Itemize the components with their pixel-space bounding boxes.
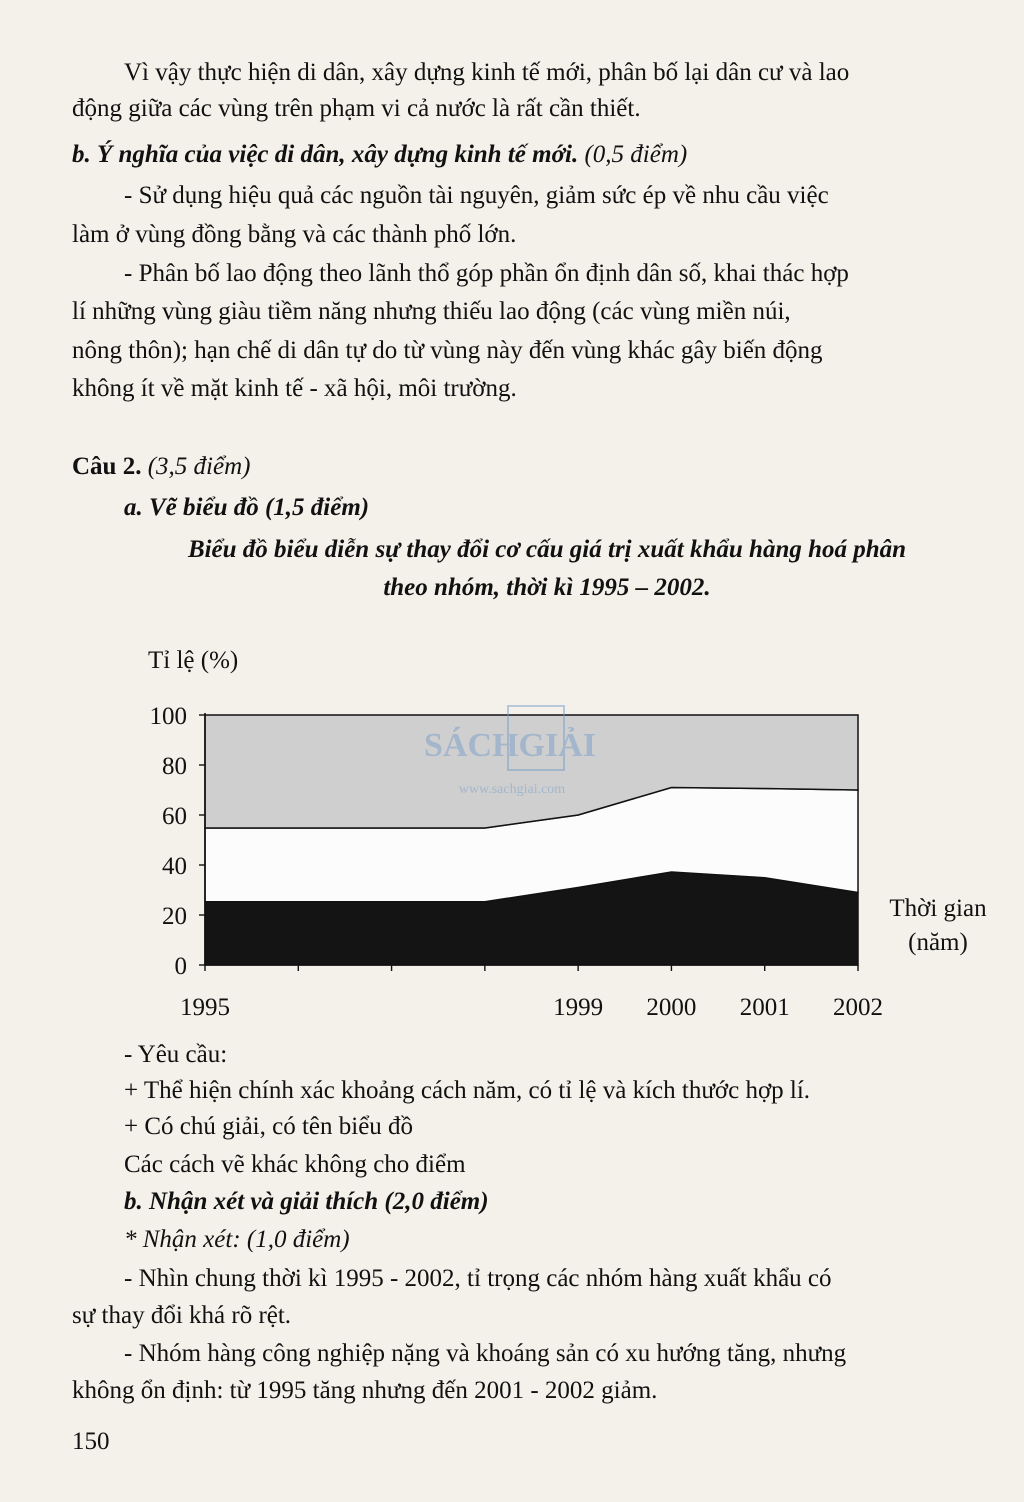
paragraph-line: Vì vậy thực hiện di dân, xây dựng kinh tế mới, phân bố lại dân cư và lao	[124, 59, 850, 86]
question-label: Câu 2.	[72, 453, 142, 480]
y-tick-label: 40	[162, 853, 187, 880]
paragraph-line: làm ở vùng đồng bằng và các thành phố lớn.	[72, 221, 517, 248]
chart-title-line-1: Biểu đồ biểu diễn sự thay đổi cơ cấu giá trị xuất khẩu hàng hoá phân	[187, 536, 907, 563]
section-heading-b2: b. Nhận xét và giải thích (2,0 điểm)	[124, 1188, 489, 1215]
area-chart	[0, 630, 1024, 1040]
paragraph-line: nông thôn); hạn chế di dân tự do từ vùng này đến vùng khác gây biến động	[72, 337, 823, 364]
y-axis-label: Tỉ lệ (%)	[148, 647, 239, 674]
paragraph-line: động giữa các vùng trên phạm vi cả nước là rất cần thiết.	[72, 95, 641, 122]
comment-heading: * Nhận xét: (1,0 điểm)	[124, 1226, 350, 1253]
requirement-line: + Có chú giải, có tên biểu đồ	[124, 1113, 414, 1140]
watermark-brand: SÁCHGIẢI	[424, 727, 596, 764]
y-tick-label: 0	[174, 953, 187, 980]
paragraph-line: - Nhóm hàng công nghiệp nặng và khoáng sản có xu hướng tăng, nhưng	[124, 1340, 847, 1367]
paragraph-line: - Phân bố lao động theo lãnh thổ góp phần ổn định dân số, khai thác hợp	[124, 260, 849, 287]
heading-text: b. Ý nghĩa của việc di dân, xây dựng kinh tế mới.	[72, 141, 579, 168]
x-tick-label: 1999	[553, 994, 604, 1021]
x-tick-label: 2002	[833, 994, 883, 1021]
x-axis-label-line-2: (năm)	[908, 929, 968, 956]
question-heading	[72, 452, 972, 482]
y-tick-label: 100	[149, 703, 187, 730]
x-tick-label: 2000	[646, 994, 697, 1021]
chart-title-line-2: theo nhóm, thời kì 1995 – 2002.	[383, 574, 711, 601]
paragraph-line: không ổn định: từ 1995 tăng nhưng đến 2001 - 2002 giảm.	[72, 1377, 658, 1404]
question-points: (3,5 điểm)	[147, 453, 251, 480]
section-heading-b	[72, 140, 972, 170]
requirement-line: - Yêu cầu:	[124, 1041, 228, 1068]
x-tick-label: 2001	[739, 994, 790, 1021]
x-tick-label: 1995	[180, 994, 230, 1021]
paragraph-line: - Nhìn chung thời kì 1995 - 2002, tỉ trọng các nhóm hàng xuất khẩu có	[124, 1265, 832, 1292]
requirement-line: Các cách vẽ khác không cho điểm	[124, 1151, 466, 1178]
section-heading-a: a. Vẽ biểu đồ (1,5 điểm)	[124, 494, 370, 521]
requirement-line: + Thể hiện chính xác khoảng cách năm, có tỉ lệ và kích thước hợp lí.	[124, 1077, 811, 1104]
paragraph-line: không ít về mặt kinh tế - xã hội, môi trường.	[72, 375, 517, 402]
page-number: 150	[72, 1428, 110, 1455]
heading-points: (0,5 điểm)	[584, 141, 688, 168]
paragraph-line: - Sử dụng hiệu quả các nguồn tài nguyên, giảm sức ép về nhu cầu việc	[124, 182, 829, 209]
y-tick-label: 60	[162, 803, 187, 830]
paragraph-line: sự thay đổi khá rõ rệt.	[72, 1302, 292, 1329]
watermark-url: www.sachgiai.com	[458, 782, 566, 797]
y-tick-label: 80	[162, 753, 187, 780]
y-tick-label: 20	[162, 903, 187, 930]
paragraph-line: lí những vùng giàu tiềm năng nhưng thiếu lao động (các vùng miền núi,	[72, 298, 791, 325]
x-axis-label-line-1: Thời gian	[889, 895, 987, 922]
